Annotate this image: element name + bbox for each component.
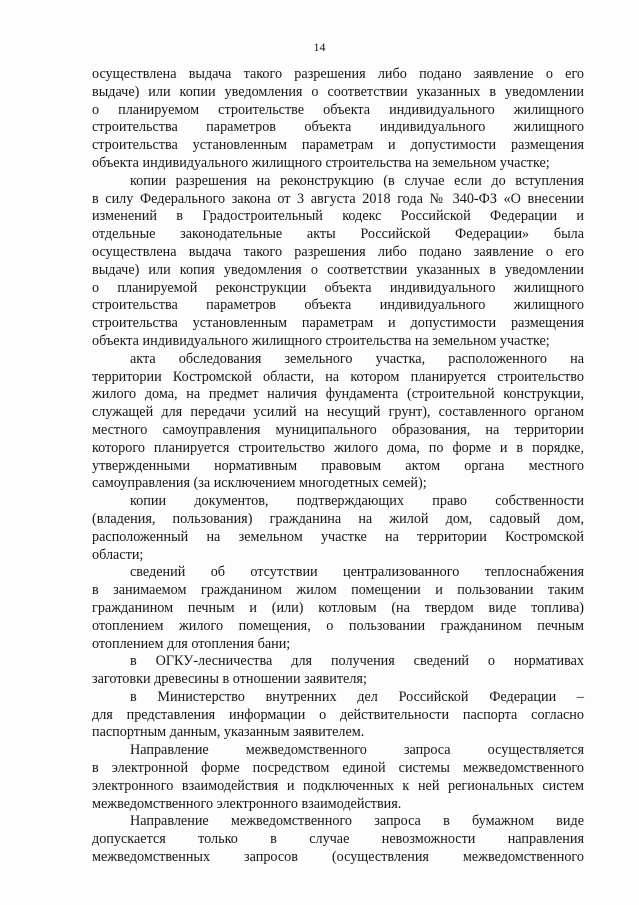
text-line: осуществлена выдача такого разрешения либо подано заявление о его — [92, 66, 584, 82]
text-line: в силу Федерального закона от 3 августа 2018 года № 340-ФЗ «О внесении — [92, 190, 584, 207]
text-line: межведомственных запросов (осуществления межведомственного — [92, 849, 584, 866]
text-line: строительства параметров объекта индивидуального жилищного — [92, 119, 584, 136]
paragraph — [92, 742, 584, 813]
text-line: копии документов, подтверждающих право собственности — [130, 493, 584, 510]
text-line: Направление межведомственного запроса осуществляется — [130, 742, 584, 759]
paragraph — [92, 813, 584, 866]
document-body — [92, 66, 584, 867]
text-line: в занимаемом гражданином жилом помещении и пользовании таким — [92, 582, 584, 599]
text-line: осуществлена выдача такого разрешения либо подано заявление о его — [92, 243, 584, 260]
paragraph — [92, 564, 584, 653]
paragraph — [92, 173, 584, 351]
text-line: местного самоуправления муниципального образования, на территории — [92, 421, 584, 438]
text-line: строительства установленным параметрам и допустимости размещения — [92, 315, 584, 332]
paragraph — [92, 689, 584, 742]
text-line: межведомственного электронного взаимодействия. — [92, 795, 402, 812]
paragraph — [92, 653, 584, 689]
text-line: отоплением жилого помещения, о пользовании гражданином печным — [92, 617, 584, 634]
text-line: о планируемом строительстве объекта индивидуального жилищного — [92, 101, 584, 118]
text-line: объекта индивидуального жилищного строительства на земельном участке; — [92, 154, 550, 171]
text-line: территории Костромской области, на котором планируется строительство — [92, 368, 584, 385]
text-line: Направление межведомственного запроса в бумажном виде — [130, 813, 584, 830]
paragraph — [92, 351, 584, 493]
text-line: в электронной форме посредством единой системы межведомственного — [92, 760, 584, 777]
text-line: акта обследования земельного участка, расположенного на — [130, 350, 584, 367]
text-line: строительства параметров объекта индивидуального жилищного — [92, 297, 584, 314]
text-line: отдельные законодательные акты Российской Федерации» была — [92, 226, 584, 243]
text-line: строительства установленным параметрам и допустимости размещения — [92, 137, 584, 154]
text-line: паспортным данным, указанным заявителем. — [92, 724, 365, 741]
text-line: утвержденными нормативным правовым актом органа местного — [92, 457, 584, 474]
text-line: объекта индивидуального жилищного строительства на земельном участке; — [92, 332, 550, 349]
text-line: выдаче) или копии уведомления о соответствии указанных в уведомлении — [92, 83, 584, 100]
page-number: 14 — [313, 40, 326, 54]
paragraph — [92, 493, 584, 564]
text-line: изменений в Градостроительный кодекс Российской Федерации и — [92, 208, 584, 225]
text-line: электронного взаимодействия и подключенных к ней региональных систем — [92, 777, 584, 794]
paragraph — [92, 66, 584, 173]
text-line: допускается только в случае невозможности направления — [92, 831, 584, 848]
text-line: копии разрешения на реконструкцию (в случае если до вступления — [130, 172, 584, 189]
text-line: сведений об отсутствии централизованного теплоснабжения — [130, 564, 584, 581]
text-line: гражданином печным и (или) котловым (на твердом виде топлива) — [92, 599, 584, 616]
text-line: выдаче) или копия уведомления о соответствии указанных в уведомлении — [92, 261, 584, 278]
text-line: в Министерство внутренних дел Российской Федерации – — [130, 688, 584, 705]
text-line: которого планируется строительство жилого дома, по форме и в порядке, — [92, 439, 584, 456]
text-line: для представления информации о действительности паспорта согласно — [92, 706, 584, 723]
text-line: жилого дома, на предмет наличия фундамента (строительной конструкции, — [92, 386, 584, 403]
text-line: заготовки древесины в отношении заявителя; — [92, 671, 367, 688]
text-line: отоплением для отопления бани; — [92, 635, 291, 652]
text-line: (владения, пользования) гражданина на жилой дом, садовый дом, — [92, 510, 584, 527]
text-line: области; — [92, 546, 144, 563]
text-line: самоуправления (за исключением многодетных семей); — [92, 475, 427, 492]
text-line: в ОГКУ-лесничества для получения сведений о нормативах — [130, 653, 584, 670]
text-line: расположенный на земельном участке на территории Костромской — [92, 528, 584, 545]
text-line: служащей для передачи усилий на несущий грунт), составленного органом — [92, 404, 584, 421]
text-line: о планируемой реконструкции объекта индивидуального жилищного — [92, 279, 584, 296]
